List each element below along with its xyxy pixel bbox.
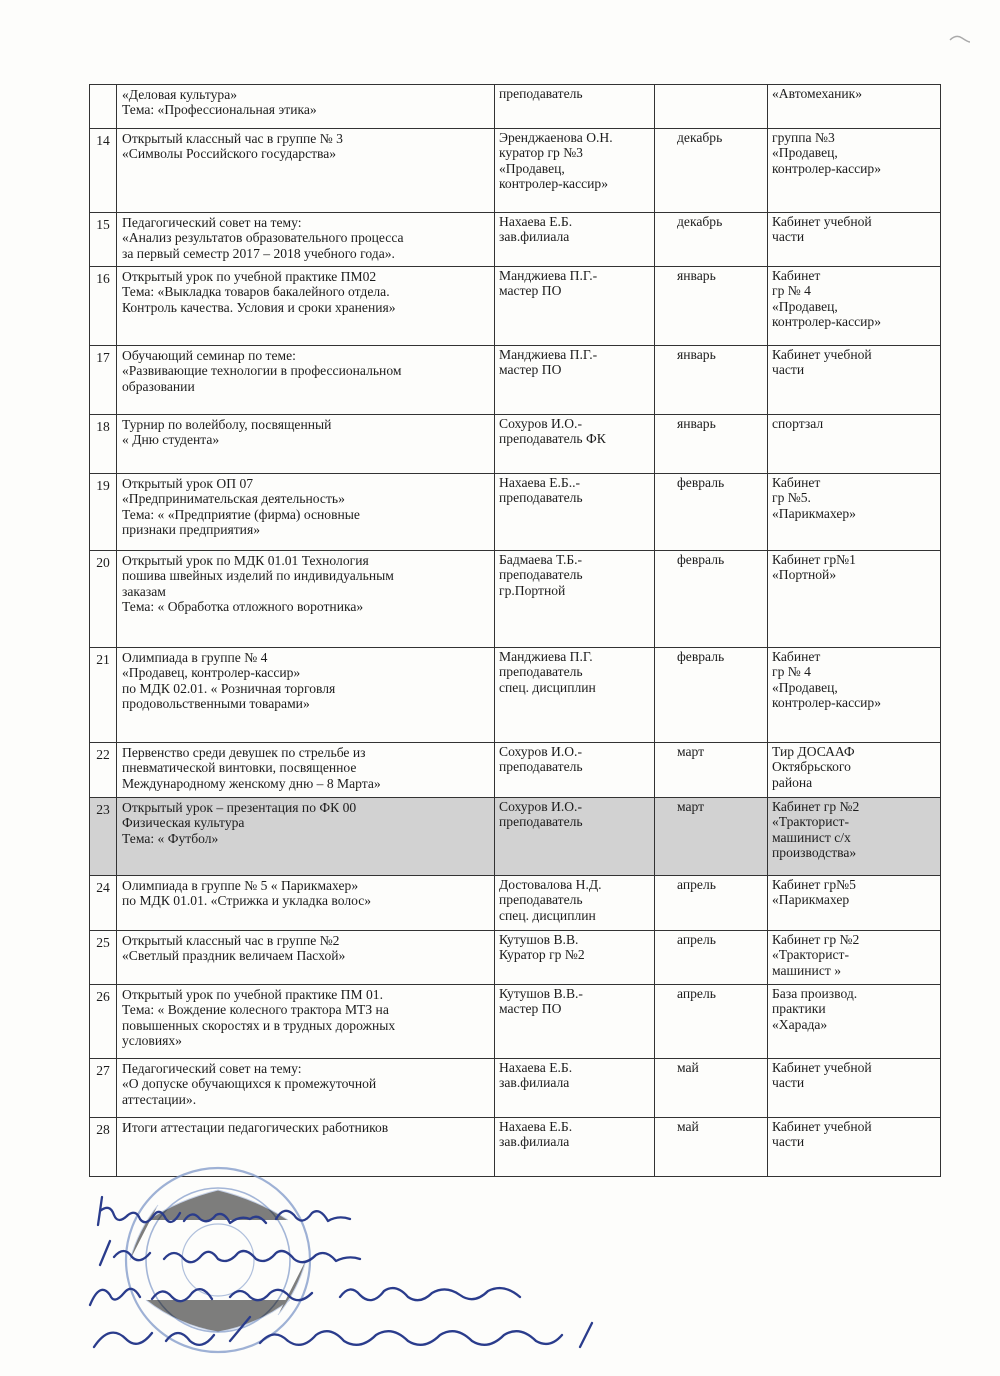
cell-when: февраль bbox=[655, 474, 768, 551]
cell-event: Открытый классный час в группе №2 «Светлый праздник величаем Пасхой» bbox=[117, 931, 495, 985]
cell-when: февраль bbox=[655, 551, 768, 648]
cell-when: январь bbox=[655, 346, 768, 415]
cell-event: Открытый классный час в группе № 3 «Символы Российского государства» bbox=[117, 129, 495, 213]
cell-place: Кабинет учебной части bbox=[768, 1118, 941, 1177]
table-row bbox=[90, 1059, 941, 1118]
table-row bbox=[90, 474, 941, 551]
cell-resp: Достовалова Н.Д. преподаватель спец. дисциплин bbox=[495, 876, 655, 931]
cell-event: Итоги аттестации педагогических работников bbox=[117, 1118, 495, 1177]
cell-resp: Нахаева Е.Б. зав.филиала bbox=[495, 213, 655, 267]
cell-num: 17 bbox=[90, 346, 117, 415]
cell-place: База производ. практики «Харада» bbox=[768, 985, 941, 1059]
cell-when: апрель bbox=[655, 876, 768, 931]
table-row bbox=[90, 85, 941, 129]
cell-resp: Нахаева Е.Б. зав.филиала bbox=[495, 1059, 655, 1118]
cell-when bbox=[655, 85, 768, 129]
cell-num: 18 bbox=[90, 415, 117, 474]
cell-num: 24 bbox=[90, 876, 117, 931]
cell-event: Турнир по волейболу, посвященный « Дню студента» bbox=[117, 415, 495, 474]
table-row bbox=[90, 743, 941, 798]
table-row bbox=[90, 798, 941, 876]
cell-resp: Кутушов В.В.- мастер ПО bbox=[495, 985, 655, 1059]
cell-resp: Сохуров И.О.- преподаватель bbox=[495, 743, 655, 798]
cell-place: Кабинет гр №2 «Тракторист- машинист с/х производства» bbox=[768, 798, 941, 876]
table-row bbox=[90, 346, 941, 415]
cell-num: 16 bbox=[90, 267, 117, 346]
cell-place: спортзал bbox=[768, 415, 941, 474]
cell-when: декабрь bbox=[655, 129, 768, 213]
cell-place: группа №3 «Продавец, контролер-кассир» bbox=[768, 129, 941, 213]
table-row bbox=[90, 985, 941, 1059]
table-row bbox=[90, 415, 941, 474]
table-row bbox=[90, 876, 941, 931]
cell-when: апрель bbox=[655, 985, 768, 1059]
cell-num: 20 bbox=[90, 551, 117, 648]
cell-event: Педагогический совет на тему: «О допуске обучающихся к промежуточной аттестации». bbox=[117, 1059, 495, 1118]
cell-event: Открытый урок – презентация по ФК 00 Физическая культура Тема: « Футбол» bbox=[117, 798, 495, 876]
cell-event: Открытый урок по учебной практике ПМ 01. Тема: « Вождение колесного трактора МТЗ на повышенных скоростях и в трудных дорожных условиях» bbox=[117, 985, 495, 1059]
table-row bbox=[90, 129, 941, 213]
cell-place: Кабинет гр № 4 «Продавец, контролер-кассир» bbox=[768, 648, 941, 743]
cell-num: 22 bbox=[90, 743, 117, 798]
cell-num: 26 bbox=[90, 985, 117, 1059]
cell-place: Кабинет учебной части bbox=[768, 346, 941, 415]
cell-event: Обучающий семинар по теме: «Развивающие технологии в профессиональном образовании bbox=[117, 346, 495, 415]
table-row bbox=[90, 213, 941, 267]
cell-when: март bbox=[655, 743, 768, 798]
cell-when: январь bbox=[655, 415, 768, 474]
cell-when: апрель bbox=[655, 931, 768, 985]
cell-num: 19 bbox=[90, 474, 117, 551]
cell-event: Первенство среди девушек по стрельбе из пневматической винтовки, посвященное Международному женскому дню – 8 Марта» bbox=[117, 743, 495, 798]
cell-num bbox=[90, 85, 117, 129]
cell-resp: Бадмаева Т.Б.- преподаватель гр.Портной bbox=[495, 551, 655, 648]
cell-resp: преподаватель bbox=[495, 85, 655, 129]
cell-num: 28 bbox=[90, 1118, 117, 1177]
cell-num: 15 bbox=[90, 213, 117, 267]
cell-place: Кабинет учебной части bbox=[768, 213, 941, 267]
cell-resp: Нахаева Е.Б..- преподаватель bbox=[495, 474, 655, 551]
cell-event: Открытый урок по МДК 01.01 Технология пошива швейных изделий по индивидуальным заказам Тема: « Обработка отложного воротника» bbox=[117, 551, 495, 648]
cell-when: май bbox=[655, 1118, 768, 1177]
cell-resp: Манджиева П.Г.- мастер ПО bbox=[495, 267, 655, 346]
cell-resp: Манджиева П.Г.- мастер ПО bbox=[495, 346, 655, 415]
cell-num: 27 bbox=[90, 1059, 117, 1118]
cell-event: Открытый урок ОП 07 «Предпринимательская деятельность» Тема: « «Предприятие (фирма) основные признаки предприятия» bbox=[117, 474, 495, 551]
corner-scan-mark bbox=[948, 32, 972, 48]
table-row bbox=[90, 267, 941, 346]
cell-when: май bbox=[655, 1059, 768, 1118]
cell-event: Педагогический совет на тему: «Анализ результатов образовательного процесса за первый семестр 2017 – 2018 учебного года». bbox=[117, 213, 495, 267]
cell-place: Кабинет гр№5 «Парикмахер bbox=[768, 876, 941, 931]
cell-num: 23 bbox=[90, 798, 117, 876]
cell-when: февраль bbox=[655, 648, 768, 743]
cell-resp: Кутушов В.В. Куратор гр №2 bbox=[495, 931, 655, 985]
table-row bbox=[90, 931, 941, 985]
cell-event: Открытый урок по учебной практике ПМ02 Тема: «Выкладка товаров бакалейного отдела. Контроль качества. Условия и сроки хранения» bbox=[117, 267, 495, 346]
table-row bbox=[90, 551, 941, 648]
cell-resp: Манджиева П.Г. преподаватель спец. дисциплин bbox=[495, 648, 655, 743]
cell-num: 21 bbox=[90, 648, 117, 743]
cell-event: Олимпиада в группе № 4 «Продавец, контролер-кассир» по МДК 02.01. « Розничная торговля продовольственными товарами» bbox=[117, 648, 495, 743]
cell-num: 25 bbox=[90, 931, 117, 985]
cell-event: Олимпиада в группе № 5 « Парикмахер» по МДК 01.01. «Стрижка и укладка волос» bbox=[117, 876, 495, 931]
cell-when: декабрь bbox=[655, 213, 768, 267]
table-row bbox=[90, 648, 941, 743]
cell-resp: Нахаева Е.Б. зав.филиала bbox=[495, 1118, 655, 1177]
cell-place: Кабинет гр № 4 «Продавец, контролер-кассир» bbox=[768, 267, 941, 346]
cell-place: Кабинет гр№1 «Портной» bbox=[768, 551, 941, 648]
cell-when: март bbox=[655, 798, 768, 876]
cell-resp: Эренджаенова О.Н. куратор гр №3 «Продавец, контролер-кассир» bbox=[495, 129, 655, 213]
events-plan-body bbox=[90, 85, 941, 1177]
cell-place: «Автомеханик» bbox=[768, 85, 941, 129]
certification-signature bbox=[80, 1185, 640, 1365]
cell-when: январь bbox=[655, 267, 768, 346]
cell-place: Кабинет учебной части bbox=[768, 1059, 941, 1118]
cell-resp: Сохуров И.О.- преподаватель bbox=[495, 798, 655, 876]
cell-place: Тир ДОСААФ Октябрьского района bbox=[768, 743, 941, 798]
cell-resp: Сохуров И.О.- преподаватель ФК bbox=[495, 415, 655, 474]
cell-place: Кабинет гр №5. «Парикмахер» bbox=[768, 474, 941, 551]
cell-event: «Деловая культура» Тема: «Профессиональная этика» bbox=[117, 85, 495, 129]
cell-place: Кабинет гр №2 «Тракторист- машинист » bbox=[768, 931, 941, 985]
cell-num: 14 bbox=[90, 129, 117, 213]
events-plan-table bbox=[89, 84, 941, 1177]
